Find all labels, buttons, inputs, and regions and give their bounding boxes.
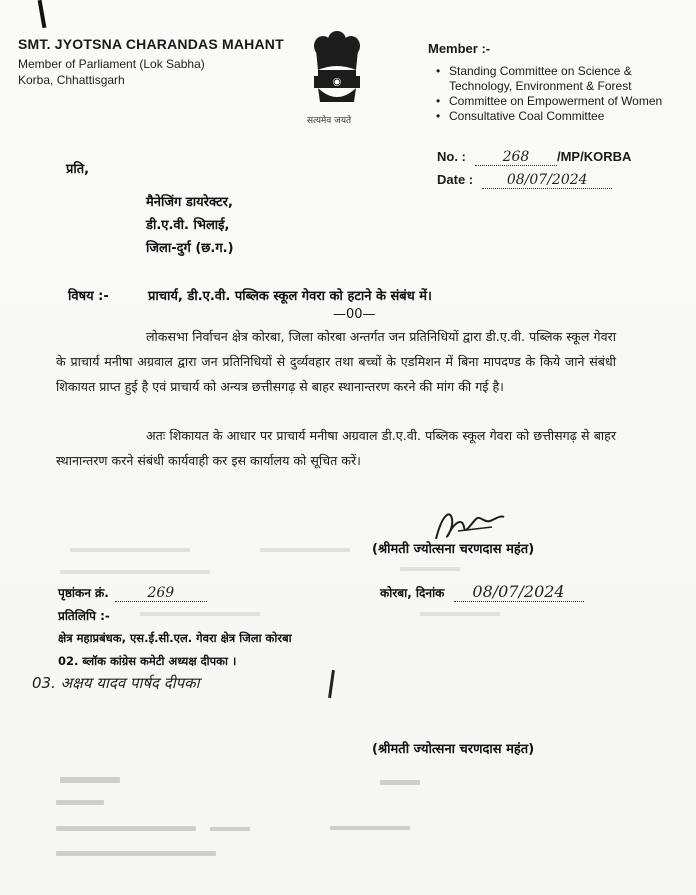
reference-no [437, 146, 631, 166]
copy-item-3-handwritten: 03. अक्षय यादव पार्षद दीपका [32, 674, 200, 692]
body-paragraph-1: लोकसभा निर्वाचन क्षेत्र कोरबा, जिला कोरबा अन्तर्गत जन प्रतिनिधियों द्वारा डी.ए.वी. पब्लिक स्कूल गेवरा के प्राचार्य मनीषा अग्रवाल द्वारा जन प्रतिनिधियों से दुर्व्यवहार तथा बच्चों के एडमिशन में बिना मापदण्ड के किये जाने संबंधी शिकायत प्राप्त हुई है एवं प्राचार्य को अन्यत्र छत्तीसगढ़ से बाहर स्थानान्तरण करने की मांग की गई है। [56, 329, 616, 394]
recipient-line2: डी.ए.वी. भिलाई, [146, 218, 230, 233]
subject-label: विषय :- [68, 289, 109, 304]
subject-separator: —00— [333, 307, 376, 322]
sender-name: SMT. JYOTSNA CHARANDAS MAHANT [18, 36, 284, 52]
copy-item-1: क्षेत्र महाप्रबंधक, एस.ई.सी.एल. गेवरा क्षेत्र जिला कोरबा [58, 631, 292, 645]
endorsement-date-value: 08/07/2024 [454, 582, 584, 602]
ref-no-suffix: /MP/KORBA [556, 149, 632, 164]
ref-no-label: No. : [437, 149, 466, 164]
ashoka-emblem-icon [306, 26, 368, 126]
signer-name: (श्रीमती ज्योत्सना चरणदास महंत) [372, 542, 535, 557]
endorsement-date [380, 582, 584, 602]
faded-text [210, 827, 250, 831]
emblem-motto: सत्यमेव जयते [307, 116, 352, 126]
ref-date-value: 08/07/2024 [482, 172, 612, 189]
committee-item: • Standing Committee on Science & Technology, Environment & Forest [434, 64, 674, 94]
prati-label: प्रति, [66, 162, 90, 177]
committee-list [434, 64, 674, 124]
sender-place: Korba, Chhattisgarh [18, 73, 125, 87]
copy-label: प्रतिलिपि :- [58, 609, 110, 623]
signer-name-bottom: (श्रीमती ज्योत्सना चरणदास महंत) [372, 742, 535, 757]
subject-text: प्राचार्य, डी.ए.वी. पब्लिक स्कूल गेवरा को हटाने के संबंध में। [148, 289, 432, 304]
faded-text [70, 548, 190, 552]
faded-text [420, 612, 500, 616]
recipient-line3: जिला-दुर्ग (छ.ग.) [146, 241, 234, 256]
faded-text [56, 851, 216, 856]
committee-item: • Committee on Empowerment of Women [434, 94, 674, 109]
faded-text [56, 800, 104, 805]
scan-mark [38, 0, 47, 28]
ref-date-label: Date : [437, 172, 474, 187]
ref-no-value: 268 [475, 149, 557, 166]
reference-date [437, 169, 612, 189]
recipient-line1: मैनेजिंग डायरेक्टर, [146, 195, 233, 210]
faded-text [400, 567, 460, 571]
committee-item: • Consultative Coal Committee [434, 109, 674, 124]
body-paragraph-2: अतः शिकायत के आधार पर प्राचार्य मनीषा अग्रवाल डी.ए.वी. पब्लिक स्कूल गेवरा को छत्तीसगढ़ से बाहर स्थानान्तरण करने संबंधी कार्यवाही कर इस कार्यालय को सूचित करें। [56, 428, 616, 468]
faded-text [380, 780, 420, 785]
endorsement-no [58, 582, 207, 602]
endorsement-place-label: कोरबा, दिनांक [380, 586, 445, 600]
endorsement-no-value: 269 [115, 585, 207, 602]
member-heading: Member :- [428, 41, 491, 56]
handwritten-stroke [328, 670, 335, 698]
sender-title: Member of Parliament (Lok Sabha) [18, 57, 205, 71]
faded-text [140, 612, 260, 616]
faded-text [260, 548, 350, 552]
faded-text [60, 777, 120, 783]
faded-text [330, 826, 410, 830]
endorsement-no-label: पृष्ठांकन क्रं. [58, 586, 109, 600]
faded-text [60, 570, 210, 574]
copy-item-2: 02. ब्लॉक कांग्रेस कमेटी अध्यक्ष दीपका । [58, 654, 237, 668]
faded-text [56, 826, 196, 831]
